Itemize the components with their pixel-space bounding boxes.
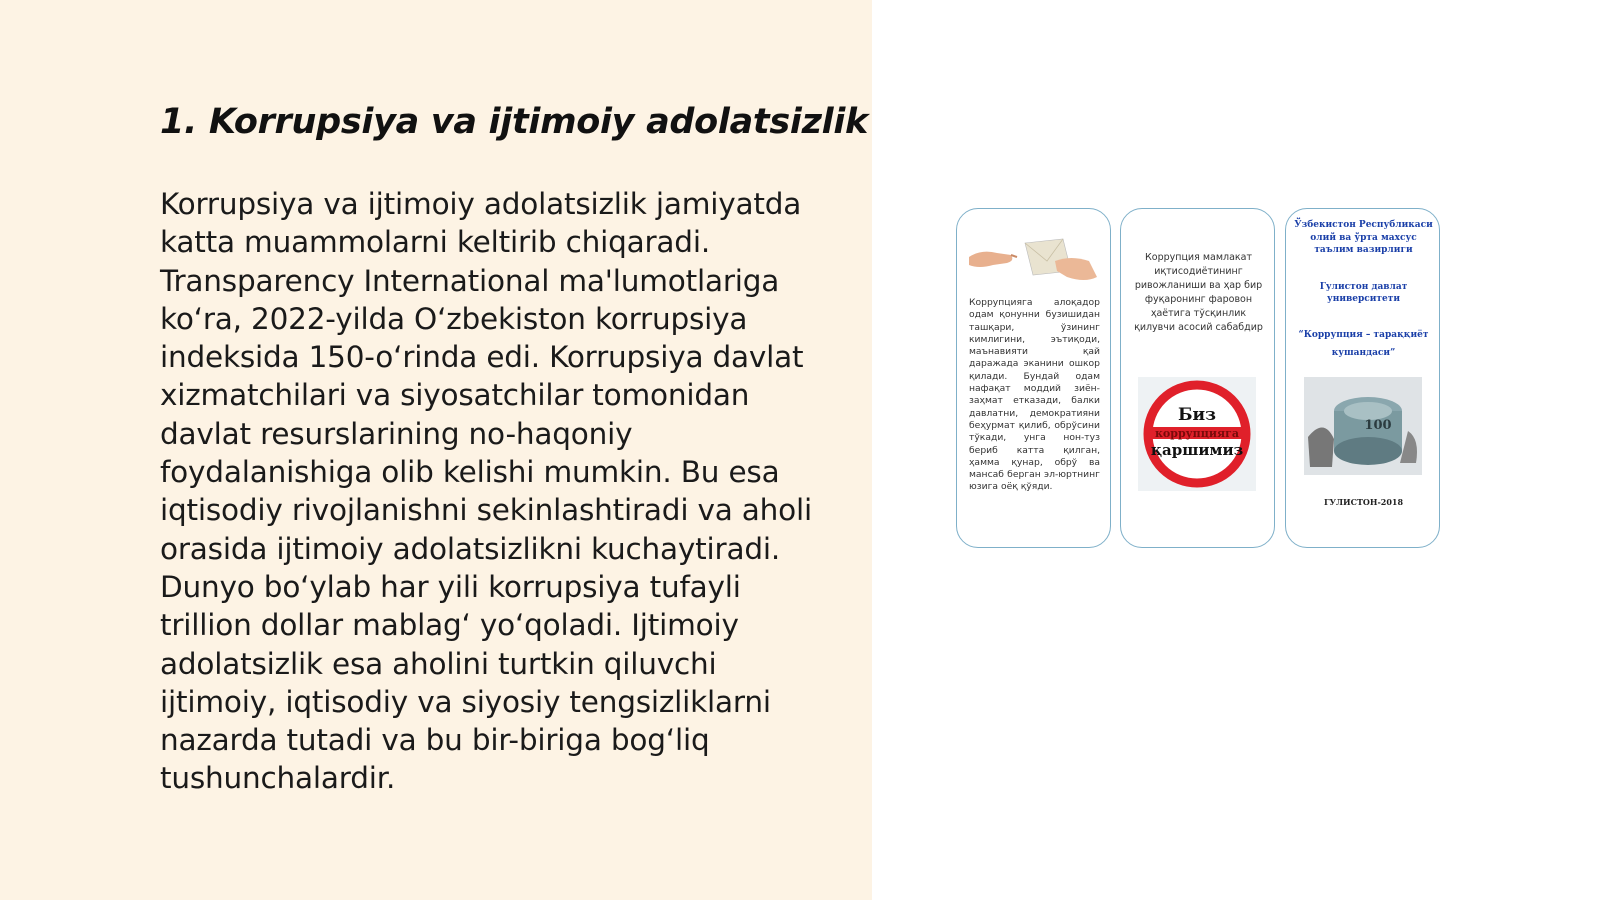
brochure-panel-middle (1120, 208, 1275, 548)
money-label: 100 (1364, 418, 1392, 433)
panel3-slogan: “Коррупция – тараққиёт кушандаси” (1298, 330, 1429, 358)
panel3-footer: ГУЛИСТОН-2018 (1323, 497, 1404, 507)
slide-title: 1. Korrupsiya va ijtimoiy adolatsizlik (160, 102, 869, 142)
panel3-university: Гулистон давлат университети (1319, 282, 1408, 304)
panel2-text: Коррупция мамлакат иқтисодиётининг ривожланиши ва ҳар бир фуқаронинг фаровон ҳаётига тўсқинлик қилувчи асосий сабабдир (1134, 252, 1263, 333)
money-roll-icon (1304, 377, 1422, 475)
panel1-text: Коррупцияга алоқадор одам қонунни бузишидан ташқари, ўзининг кимлигини, эътиқоди, маънавияти қай даражада эканини ошкор қилади. Бундай одам нафақат моддий зиён-заҳмат етказади, балки давлатни, демократияни беҳурмат қилиб, обрўсини тўкади, унга нон-туз бериб катта қилган, ҳамма қунар, обрў ва мансаб берган эл-юртнинг юзига оёқ қўяди. (969, 297, 1100, 493)
slide-body-text: Korrupsiya va ijtimoiy adolatsizlik jamiyatda katta muammolarni keltirib chiqaradi. Transparency International ma'lumotlariga ko‘ra, 2022-yilda O‘zbekiston korrupsiya indeksida 150-o‘rinda edi. Korrupsiya davlat xizmatchilari va siyosatchilar tomonidan davlat resurslarining no-haqoniy foydalanishiga olib kelishi mumkin. Bu esa iqtisodiy rivojlanishni sekinlashtiradi va aholi orasida ijtimoiy adolatsizlikni kuchaytiradi. Dunyo bo‘ylab har yili korrupsiya tufayli trillion dollar mablag‘ yo‘qoladi. Ijtimoiy adolatsizlik esa aholini turtkin qiluvchi ijtimoiy, iqtisodiy va siyosiy tengsizliklarni nazarda tutadi va bu bir-biriga bog‘liq tushunchalardir. (160, 187, 813, 796)
stamp-line2: коррупцияга (1154, 427, 1240, 440)
brochure-panel-left (956, 208, 1111, 548)
stamp-line1: Биз (1178, 405, 1216, 425)
no-corruption-stamp-icon (1138, 377, 1256, 491)
stamp-line3: қаршимиз (1150, 441, 1244, 459)
panel3-ministry: Ўзбекистон Республикаси олий ва ўрта махсус таълим вазирлиги (1294, 220, 1433, 255)
anti-corruption-brochure-image (956, 208, 1446, 550)
brochure-panel-right (1285, 208, 1440, 548)
handshake-bribe-icon (967, 231, 1102, 287)
